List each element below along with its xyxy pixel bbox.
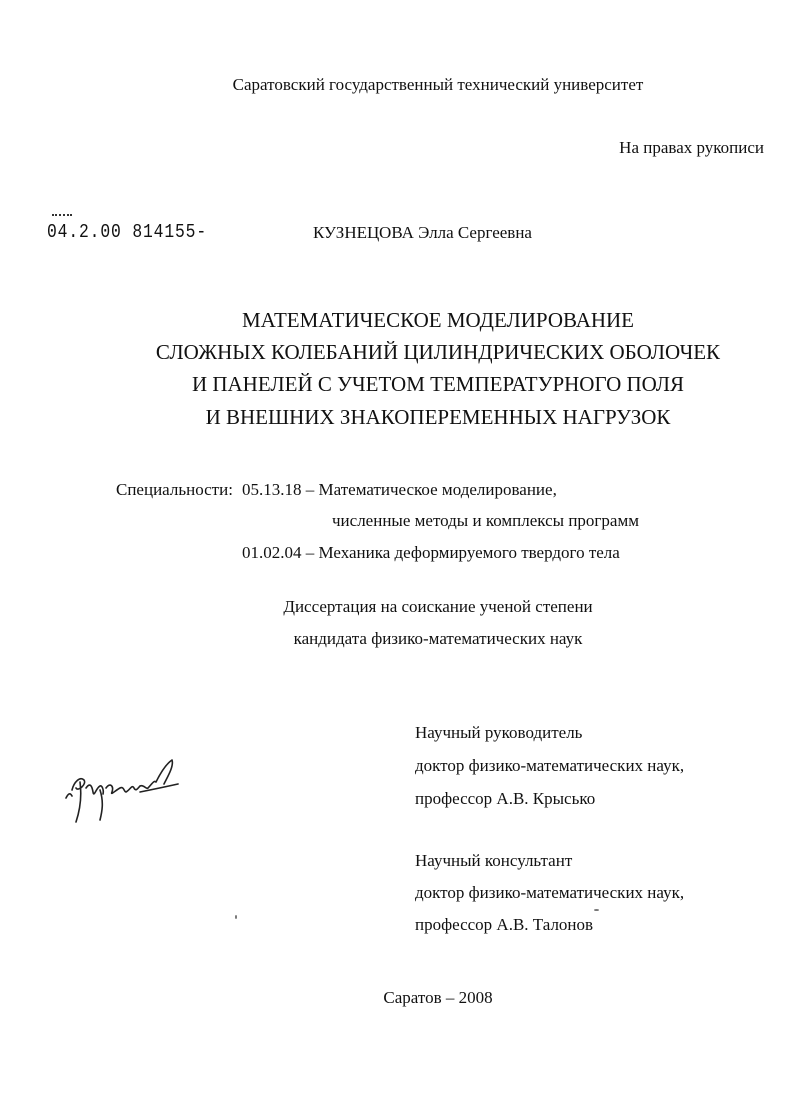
rights-note: На правах рукописи <box>619 138 764 157</box>
title-line-2: СЛОЖНЫХ КОЛЕБАНИЙ ЦИЛИНДРИЧЕСКИХ ОБОЛОЧЕК <box>155 340 721 364</box>
dissertation-line-1: Диссертация на соискание ученой степени <box>283 597 593 616</box>
supervisor-degree: доктор физико-математических наук, <box>415 756 685 775</box>
scan-speck <box>235 915 237 919</box>
signature-icon <box>60 752 190 827</box>
city-year: Саратов – 2008 <box>383 988 493 1007</box>
author-name: КУЗНЕЦОВА Элла Сергеевна <box>313 223 532 242</box>
specialty-1-continuation: численные методы и комплексы программ <box>332 511 639 530</box>
title-line-3: И ПАНЕЛЕЙ С УЧЕТОМ ТЕМПЕРАТУРНОГО ПОЛЯ <box>191 372 685 396</box>
consultant-name: профессор А.В. Талонов <box>415 915 594 934</box>
archive-number: 04.2.00 814155- <box>47 221 207 243</box>
title-line-4: И ВНЕШНИХ ЗНАКОПЕРЕМЕННЫХ НАГРУЗОК <box>205 405 671 429</box>
title-line-1: МАТЕМАТИЧЕСКОЕ МОДЕЛИРОВАНИЕ <box>241 308 635 332</box>
scan-speck <box>594 909 599 911</box>
consultant-degree: доктор физико-математических наук, <box>415 883 685 902</box>
archive-mark <box>52 214 72 219</box>
university-name: Саратовский государственный технический университет <box>232 75 644 94</box>
supervisor-role: Научный руководитель <box>415 723 583 742</box>
dissertation-line-2: кандидата физико-математических наук <box>293 629 583 648</box>
specialty-2: 01.02.04 – Механика деформируемого твердого тела <box>242 543 620 562</box>
specialties-label: Специальности: <box>116 480 233 499</box>
supervisor-name: профессор А.В. Крысько <box>415 789 596 808</box>
consultant-role: Научный консультант <box>415 851 573 870</box>
specialty-1: 05.13.18 – Математическое моделирование, <box>242 480 557 499</box>
